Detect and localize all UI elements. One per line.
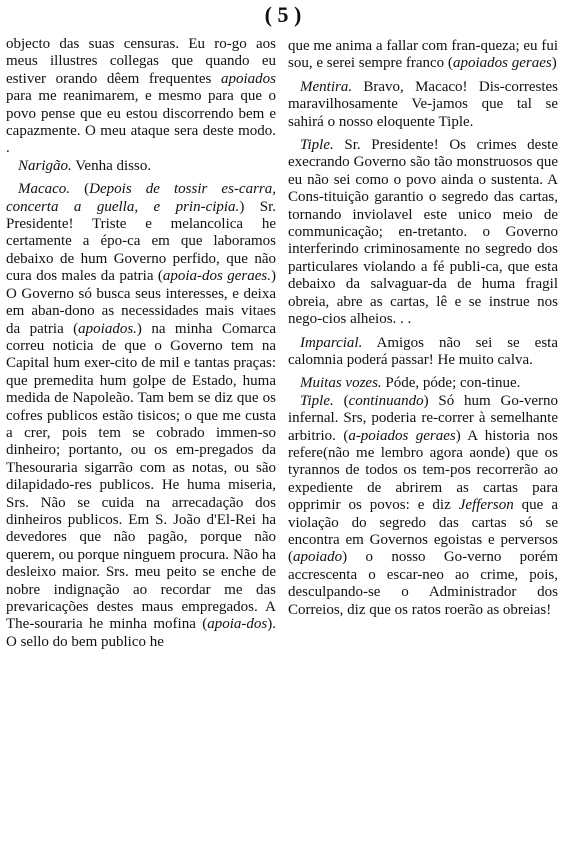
italic-text: Depois de tossir es-carra, concerta a guella, e prin-cipia. bbox=[6, 181, 276, 215]
paragraph bbox=[288, 79, 558, 131]
italic-text: Tiple. bbox=[300, 137, 334, 154]
text-run: Amigos não sei se esta calomnia poderá passar! He muito calva. bbox=[288, 334, 558, 368]
paragraph bbox=[288, 335, 558, 370]
text-run: que me anima a fallar com fran-queza; eu fui sou, e serei sempre franco ( bbox=[288, 38, 558, 72]
italic-text: apoiado bbox=[293, 549, 343, 566]
italic-text: apoiados. bbox=[78, 320, 137, 337]
italic-text: Narigão. bbox=[18, 157, 72, 174]
text-run: ). O sello do bem publico he bbox=[6, 616, 276, 650]
italic-text: Muitas vozes. bbox=[300, 375, 382, 392]
paragraph bbox=[288, 393, 558, 619]
text-run: ) o nosso Go-verno porém accrescenta o escar-neo ao crime, pois, desculpando-se o Administrador dos Correios, diz que os ratos roerão as obreias! bbox=[288, 549, 558, 618]
text-run: ) A historia nos refere(não me lembro agora aonde) que os tyrannos de todos os tem-pos recorrerão ao expediente de abrirem as cartas para opprimir os povos: e diz bbox=[288, 427, 558, 514]
text-run: ) na minha Comarca correu noticia de que o Governo tem na Capital hum exer-cito de mil e tantas praças: que premedita hum golpe de Estado, huma medida de Napoleão. Tam bem se diz que os cofres publicos estão tisicos; o que me custa a crer, pois tem se cobrado immen-so dinheiro; portanto, ou os em-pregados da Thesouraria sigarrão com as notas, ou são dilapidado-res publicos. He huma miseria, Srs. Não se cuida na arrecadação dos dinheiros publicos. Em S. João d'El-Rei ha devedores que não pagão, porque não querem, ou porque ninguem procura. Não ha desleixo maior. Srs. meu peito se enche de nobre indignação ao recordar me das prevaricações destes maus empregados. A The-souraria he minha mofina ( bbox=[6, 320, 276, 633]
italic-text: Imparcial. bbox=[300, 334, 363, 351]
text-run: ) Sr. Presidente! Triste e melancolica he certamente a épo-ca em que laboramos debaixo de hum Governo perfido, que não cura dos males da patria ( bbox=[6, 198, 276, 285]
right-column bbox=[288, 38, 558, 619]
paragraph bbox=[6, 181, 276, 651]
italic-text: Mentira. bbox=[300, 78, 353, 95]
page-number: ( 5 ) bbox=[264, 2, 302, 27]
text-run: Póde, póde; con-tinue. bbox=[381, 375, 521, 392]
paragraph bbox=[6, 36, 276, 158]
text-run: ) O Governo só busca seus interesses, e deixa em aban-dono as necessidades mais vitaes da patria ( bbox=[6, 268, 277, 337]
italic-text: Macaco. bbox=[18, 181, 71, 198]
text-run: objecto das suas censuras. Eu ro-go aos meus illustres collegas que quando eu estiver orando dêem frequentes bbox=[6, 36, 276, 87]
text-run: para me reanimarem, e mesmo para que o povo pense que eu estou discorrendo bem e capazmente. O meu ataque sera deste modo. . bbox=[6, 88, 276, 157]
text-run: que a violação do segredo das cartas só se encontra em Governos egoistas e perversos ( bbox=[288, 497, 558, 566]
text-run: Bravo, Macaco! Dis-correstes maravilhosamente Ve-jamos que tal se sahirá o nosso eloquente Tiple. bbox=[288, 78, 558, 130]
italic-text: apoia-dos geraes. bbox=[162, 268, 272, 285]
left-column bbox=[6, 36, 276, 651]
paragraph bbox=[288, 137, 558, 328]
italic-text: apoiados bbox=[220, 70, 276, 87]
text-run: ) Só hum Go-verno infernal. Srs, poderia re-correr à semelhante arbitrio. ( bbox=[288, 392, 558, 444]
paragraph bbox=[6, 158, 276, 175]
italic-text: a-poiados geraes bbox=[348, 427, 456, 444]
italic-text: continuando bbox=[348, 392, 424, 409]
italic-text: Jefferson bbox=[458, 497, 514, 514]
italic-text: apoiados geraes bbox=[452, 55, 552, 72]
text-run: ) bbox=[551, 55, 557, 72]
text-run: Venha disso. bbox=[71, 157, 152, 174]
paragraph bbox=[288, 38, 558, 73]
italic-text: Tiple. bbox=[300, 392, 334, 409]
text-run: ( bbox=[70, 181, 90, 198]
text-run: Sr. Presidente! Os crimes deste execrando Governo são tão monstruosos que eu não sei como o povo ainda o sustenta. A Cons-tituição garantio o segredo das cartas, tornando inviolavel este unico meio de communicação; en-tretanto. o Governo interferindo criminosamente no segredo dos particulares violando a fé publi-ca, que esta debaixo da salvaguar-da de huma fragil obreia, abre as cartas, lê e se instrue nos nego-cios alheios. . . bbox=[288, 137, 558, 328]
paragraph bbox=[288, 375, 558, 392]
italic-text: apoia-dos bbox=[207, 616, 268, 633]
text-run: ( bbox=[333, 392, 349, 409]
